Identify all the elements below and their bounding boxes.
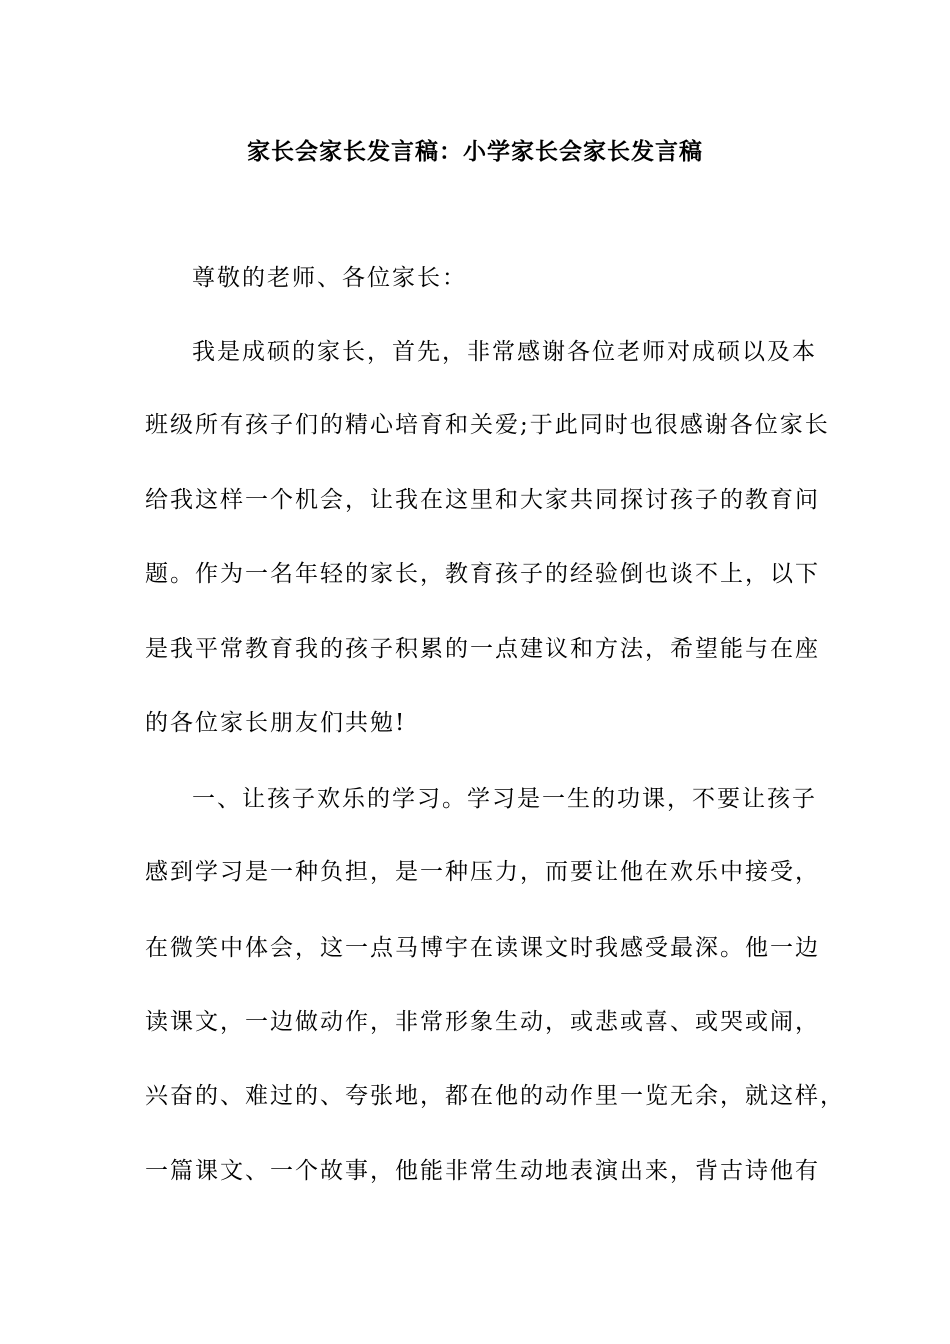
text-line: 给我这样一个机会，让我在这里和大家共同探讨孩子的教育问 bbox=[145, 487, 820, 513]
text-line: 感到学习是一种负担，是一种压力，而要让他在欢乐中接受， bbox=[145, 859, 820, 885]
text-line: 读课文，一边做动作，非常形象生动，或悲或喜、或哭或闹， bbox=[145, 1009, 820, 1035]
text-line: 我是成硕的家长，首先，非常感谢各位老师对成硕以及本 bbox=[192, 339, 817, 365]
text-line: 尊敬的老师、各位家长： bbox=[192, 265, 467, 291]
text-line: 题。作为一名年轻的家长，教育孩子的经验倒也谈不上，以下 bbox=[145, 561, 820, 587]
text-line: 是我平常教育我的孩子积累的一点建议和方法，希望能与在座 bbox=[145, 636, 820, 662]
text-line: 班级所有孩子们的精心培育和关爱;于此同时也很感谢各位家长 bbox=[145, 412, 830, 438]
text-line: 在微笑中体会，这一点马博宇在读课文时我感受最深。他一边 bbox=[145, 935, 820, 961]
document-title: 家长会家长发言稿：小学家长会家长发言稿 bbox=[247, 138, 703, 165]
text-line: 的各位家长朋友们共勉! bbox=[145, 710, 407, 736]
text-line: 兴奋的、难过的、夸张地，都在他的动作里一览无余，就这样， bbox=[145, 1083, 845, 1109]
text-line: 一、让孩子欢乐的学习。学习是一生的功课，不要让孩子 bbox=[192, 786, 817, 812]
text-line: 一篇课文、一个故事，他能非常生动地表演出来，背古诗他有 bbox=[145, 1158, 820, 1184]
